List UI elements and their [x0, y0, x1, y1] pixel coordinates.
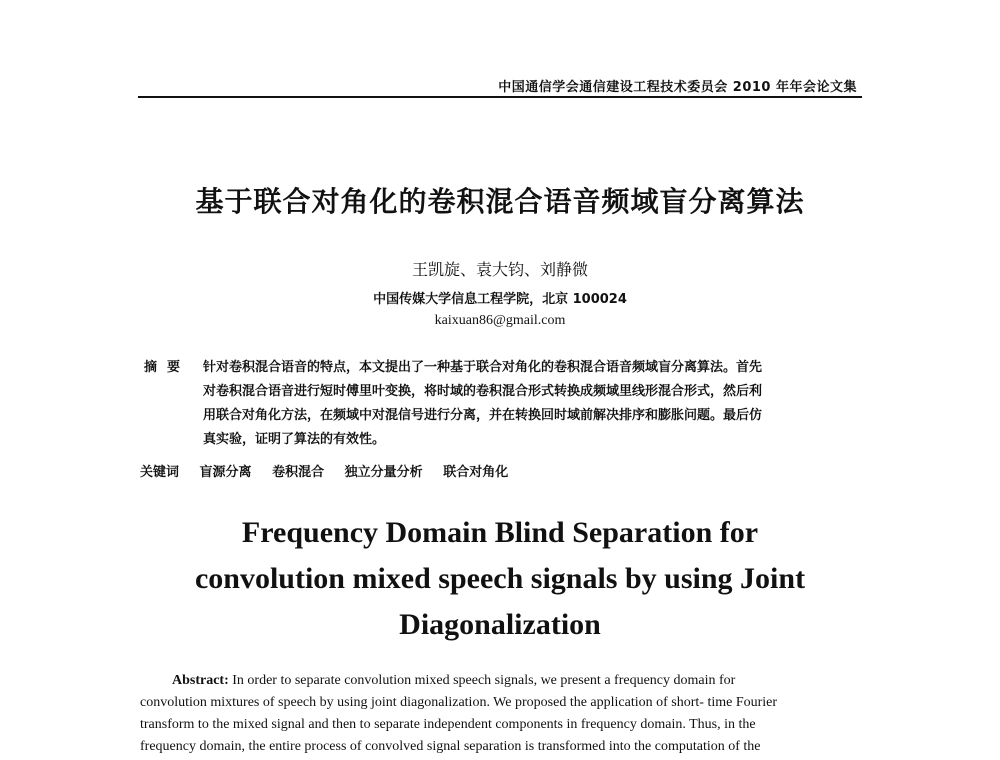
keyword: 盲源分离	[199, 465, 252, 480]
abstract-en-line	[140, 670, 860, 692]
email: kaixuan86@gmail.com	[434, 313, 566, 328]
title-en-line: Frequency Domain Blind Separation for	[241, 516, 759, 549]
abstract-en-line: transform to the mixed signal and then to separate independent components in frequency domain. Thus, in the	[140, 717, 756, 732]
keyword: 卷积混合	[272, 465, 325, 480]
title-en-line: convolution mixed speech signals by using Joint	[194, 562, 806, 595]
header-rule	[138, 96, 862, 98]
abstract-en-line: convolution mixtures of speech by using joint diagonalization. We proposed the application of short- time Fourier	[140, 695, 778, 710]
abstract-en-text: In order to separate convolution mixed speech signals, we present a frequency domain for	[232, 673, 736, 688]
abstract-cn-label: 摘要	[144, 360, 191, 375]
keywords-cn-label: 关键词	[140, 465, 180, 480]
abstract-cn-line: 用联合对角化方法，在频域中对混信号进行分离，并在转换回时域前解决排序和膨胀问题。最后仿	[203, 408, 763, 423]
title-en-line: Diagonalization	[399, 608, 601, 641]
affiliation: 中国传媒大学信息工程学院，北京 100024	[373, 292, 627, 307]
abstract-cn-line: 针对卷积混合语音的特点，本文提出了一种基于联合对角化的卷积混合语音频域盲分离算法。首先	[203, 360, 763, 375]
authors: 王凯旋、袁大钧、刘静微	[411, 260, 588, 279]
running-header: 中国通信学会通信建设工程技术委员会 2010 年年会论文集	[498, 80, 857, 95]
abstract-en-line: frequency domain, the entire process of convolved signal separation is transformed into the computation of the	[140, 739, 761, 754]
abstract-cn-line: 真实验，证明了算法的有效性。	[203, 432, 386, 447]
keywords-cn	[140, 461, 508, 480]
abstract-cn-line: 对卷积混合语音进行短时傅里叶变换，将时域的卷积混合形式转换成频域里线形混合形式，然后利	[203, 384, 763, 399]
keyword: 联合对角化	[443, 465, 509, 480]
abstract-cn	[140, 356, 860, 452]
paper-title-cn: 基于联合对角化的卷积混合语音频域盲分离算法	[195, 185, 805, 218]
paper-title-en	[0, 510, 1000, 648]
keyword: 独立分量分析	[344, 465, 423, 480]
abstract-en	[140, 670, 860, 758]
abstract-en-label: Abstract:	[172, 673, 229, 688]
